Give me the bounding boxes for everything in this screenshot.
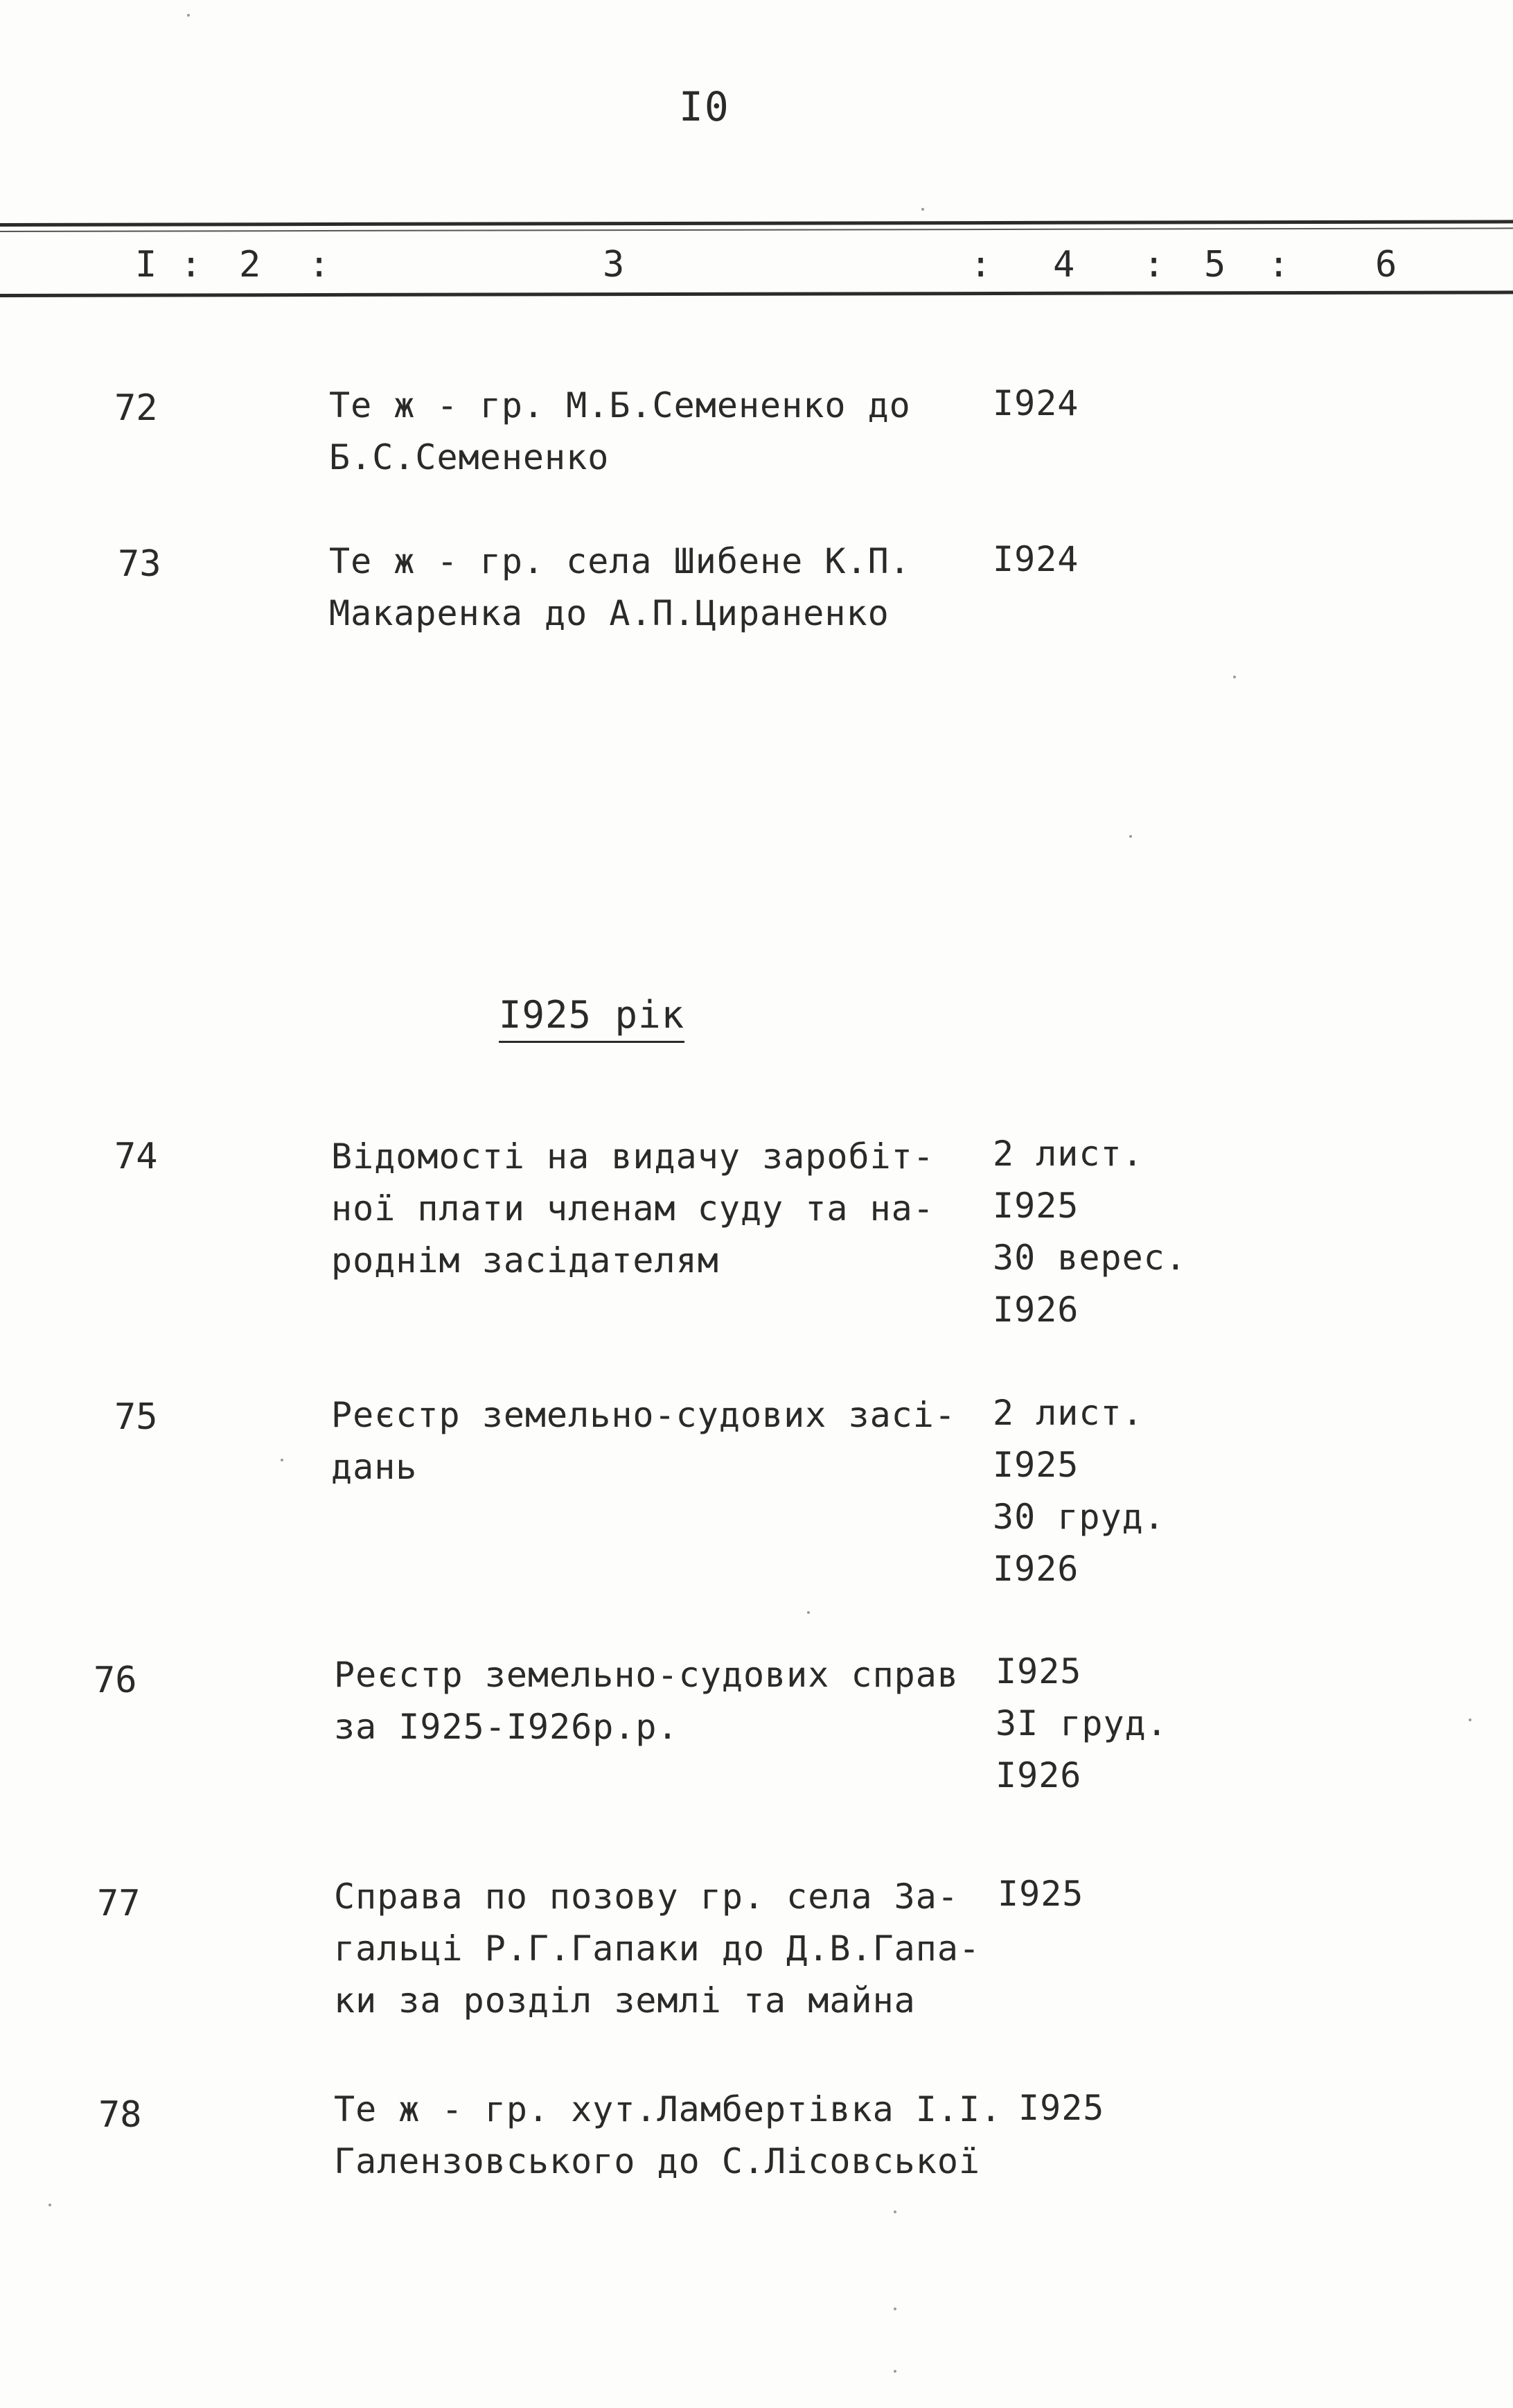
entry-date-line: I926 (993, 1549, 1079, 1589)
entry-number: 78 (98, 2094, 142, 2136)
entry-description (331, 1389, 996, 1493)
entry-description-line: Б.С.Семененко (329, 437, 610, 477)
table-top-rule-inner (0, 227, 1513, 232)
entry-date-line: 30 груд. (993, 1497, 1165, 1537)
entry-description (334, 2084, 1002, 2188)
entry-description-line: Галензовського до С.Лісовської (334, 2141, 981, 2181)
entry-number: 77 (97, 1883, 141, 1924)
column-separator: : (1268, 244, 1290, 285)
entry-description-line: ки за розділ землі та майна (334, 1980, 916, 2021)
entry-dates (993, 1387, 1165, 1595)
entry-dates (993, 534, 1079, 586)
entry-description-line: ної плати членам суду та на- (331, 1188, 935, 1229)
entry-dates (1018, 2082, 1104, 2134)
entry-date-line: I925 (993, 1186, 1079, 1226)
entry-date-line: I925 (998, 1874, 1084, 1914)
entry-date-line: I925 (1018, 2088, 1105, 2128)
column-header-2: 2 (239, 244, 261, 285)
entry-date-line: 2 лист. (993, 1134, 1144, 1174)
entry-description-line: гальці Р.Г.Гапаки до Д.В.Гапа- (334, 1928, 981, 1969)
entry-date-line: I926 (993, 1290, 1079, 1330)
column-header-3: 3 (603, 244, 625, 285)
entry-dates (998, 1868, 1083, 1920)
entry-date-line: 3I груд. (996, 1703, 1168, 1743)
column-header-1: I (135, 244, 157, 285)
entry-description-line: Те ж - гр. хут.Ламбертівка І.І. (334, 2089, 1002, 2129)
column-separator: : (308, 244, 330, 285)
entry-number: 72 (114, 387, 158, 429)
entry-description (331, 1131, 996, 1287)
entry-description-line: Те ж - гр. села Шибене К.П. (329, 541, 911, 581)
table-header-rule (0, 290, 1513, 297)
column-header-5: 5 (1204, 244, 1226, 285)
entry-date-line: I924 (993, 539, 1079, 579)
column-header-4: 4 (1053, 244, 1075, 285)
entry-dates (993, 1128, 1187, 1336)
entry-description-line: дань (331, 1447, 418, 1487)
entry-number: 73 (118, 543, 161, 585)
entry-description-line: Реєстр земельно-судових засі- (331, 1395, 956, 1435)
entry-description-line: Реєстр земельно-судових справ (334, 1655, 959, 1695)
year-heading: I925 рік (499, 991, 684, 1043)
entry-description-line: Макаренка до А.П.Цираненко (329, 593, 890, 633)
entry-description (334, 1649, 999, 1753)
entry-description-line: за I925-I926р.р. (334, 1707, 679, 1747)
entry-date-line: I926 (996, 1755, 1082, 1795)
entry-description-line: Відомості на видачу заробіт- (331, 1136, 935, 1177)
column-separator: : (180, 244, 202, 285)
entry-number: 75 (114, 1396, 158, 1438)
entry-description (329, 536, 994, 640)
entry-date-line: 2 лист. (993, 1393, 1144, 1433)
entry-number: 76 (94, 1660, 137, 1701)
entry-description (334, 1871, 999, 2027)
column-separator: : (970, 244, 992, 285)
entry-number: 74 (114, 1136, 158, 1177)
entry-date-line: 30 верес. (993, 1238, 1187, 1278)
page-number: I0 (679, 83, 730, 130)
entry-date-line: I924 (993, 383, 1079, 423)
entry-description (329, 380, 994, 484)
entry-description-line: роднім засідателям (331, 1240, 719, 1281)
entry-dates (993, 378, 1079, 430)
column-header-6: 6 (1375, 244, 1397, 285)
entry-description-line: Справа по позову гр. села За- (334, 1877, 959, 1917)
entry-date-line: I925 (993, 1445, 1079, 1485)
table-top-rule (0, 220, 1513, 227)
entry-description-line: Те ж - гр. М.Б.Семененко до (329, 385, 911, 425)
entry-date-line: I925 (996, 1651, 1082, 1691)
entry-dates (996, 1646, 1168, 1802)
column-separator: : (1143, 244, 1165, 285)
